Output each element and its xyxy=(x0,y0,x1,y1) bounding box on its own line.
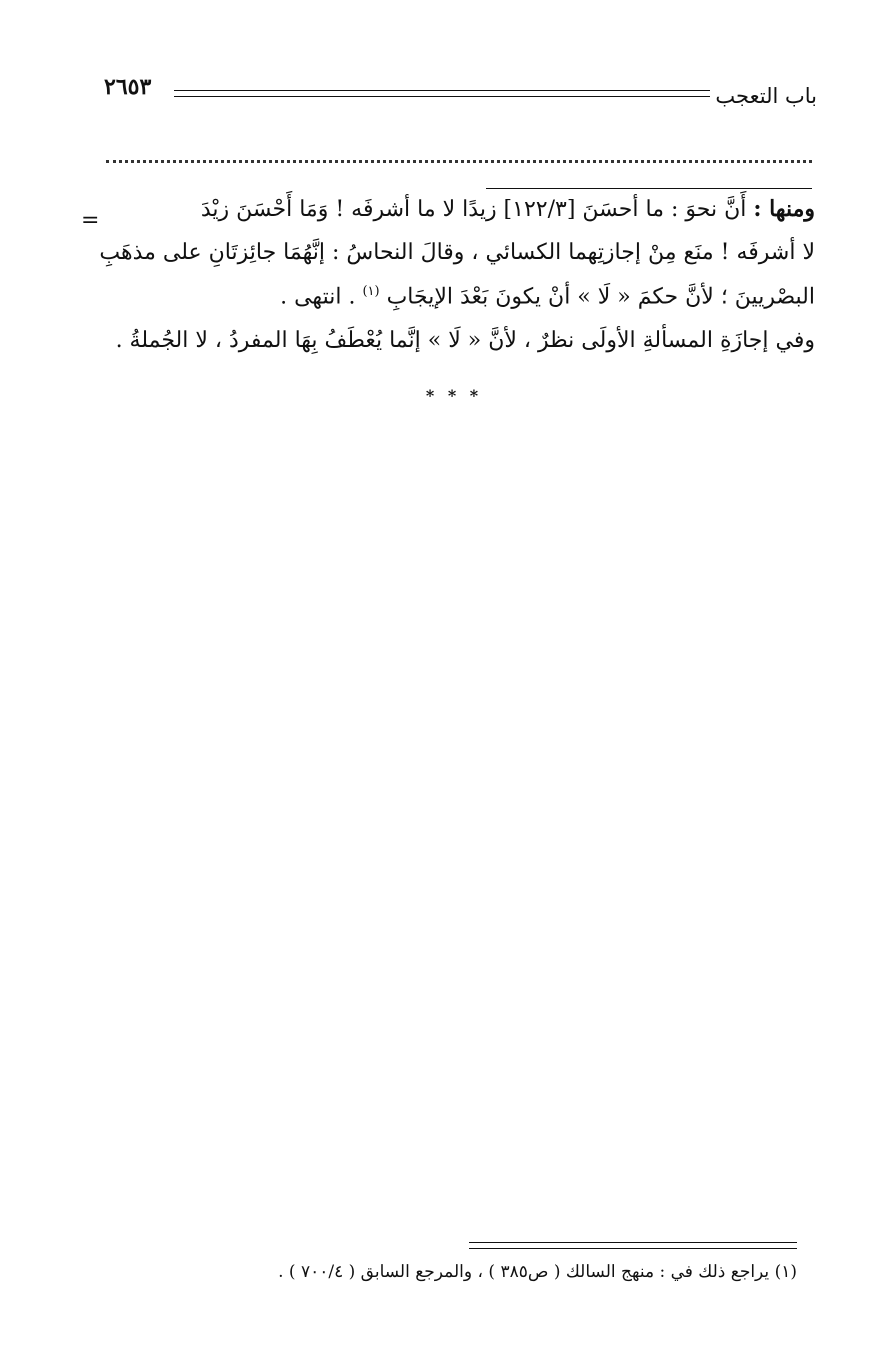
body-line-1-lead: ومنها : xyxy=(753,196,815,222)
body-line-4: وفي إجازَةِ المسألةِ الأولَى نظرٌ ، لأنَّ « لَا » إنَّما يُعْطَفُ بِهَا المفردُ ، لا الجُملةُ . xyxy=(115,328,815,353)
body-line-3-end: . انتهى . xyxy=(280,284,363,310)
footnote-rule-bottom xyxy=(469,1248,797,1249)
section-rule xyxy=(486,188,812,189)
body-line-1 xyxy=(201,196,815,222)
page-number: ٢٦٥٣ xyxy=(104,74,152,100)
header-rule-bottom xyxy=(174,96,710,97)
chapter-title: باب التعجب xyxy=(715,84,817,108)
footnote-rule-top xyxy=(469,1242,797,1243)
body-line-3-text: البصْريينَ ؛ لأنَّ حكمَ « لَا » أنْ يكونَ بَعْدَ الإيجَابِ xyxy=(386,284,815,310)
footnote-reference: (١) xyxy=(362,284,380,299)
dotted-separator xyxy=(106,160,812,163)
body-line-2: لا أشرفَه ! منَع مِنْ إجازتِهما الكسائي ، وقالَ النحاسُ : إنَّهُمَا جائِزتَانِ على مذهَبِ xyxy=(99,240,815,265)
body-line-3 xyxy=(280,284,815,309)
header-rule-top xyxy=(174,90,710,91)
footnote-1-text: يراجع ذلك في : منهج السالك ( ص٣٨٥ ) ، والمرجع السابق ( ٧٠٠/٤ ) . xyxy=(278,1262,770,1282)
body-line-1-text: أَنَّ نحوَ : ما أحسَنَ [١٢٢/٣] زيدًا لا ما أشرفَه ! وَمَا أَحْسَنَ زيْدَ xyxy=(200,197,754,222)
footnote-1-marker: (١) xyxy=(774,1262,797,1282)
continuation-mark: = xyxy=(81,208,100,233)
footnote-1 xyxy=(278,1262,797,1282)
section-separator-stars: * * * xyxy=(425,386,483,405)
